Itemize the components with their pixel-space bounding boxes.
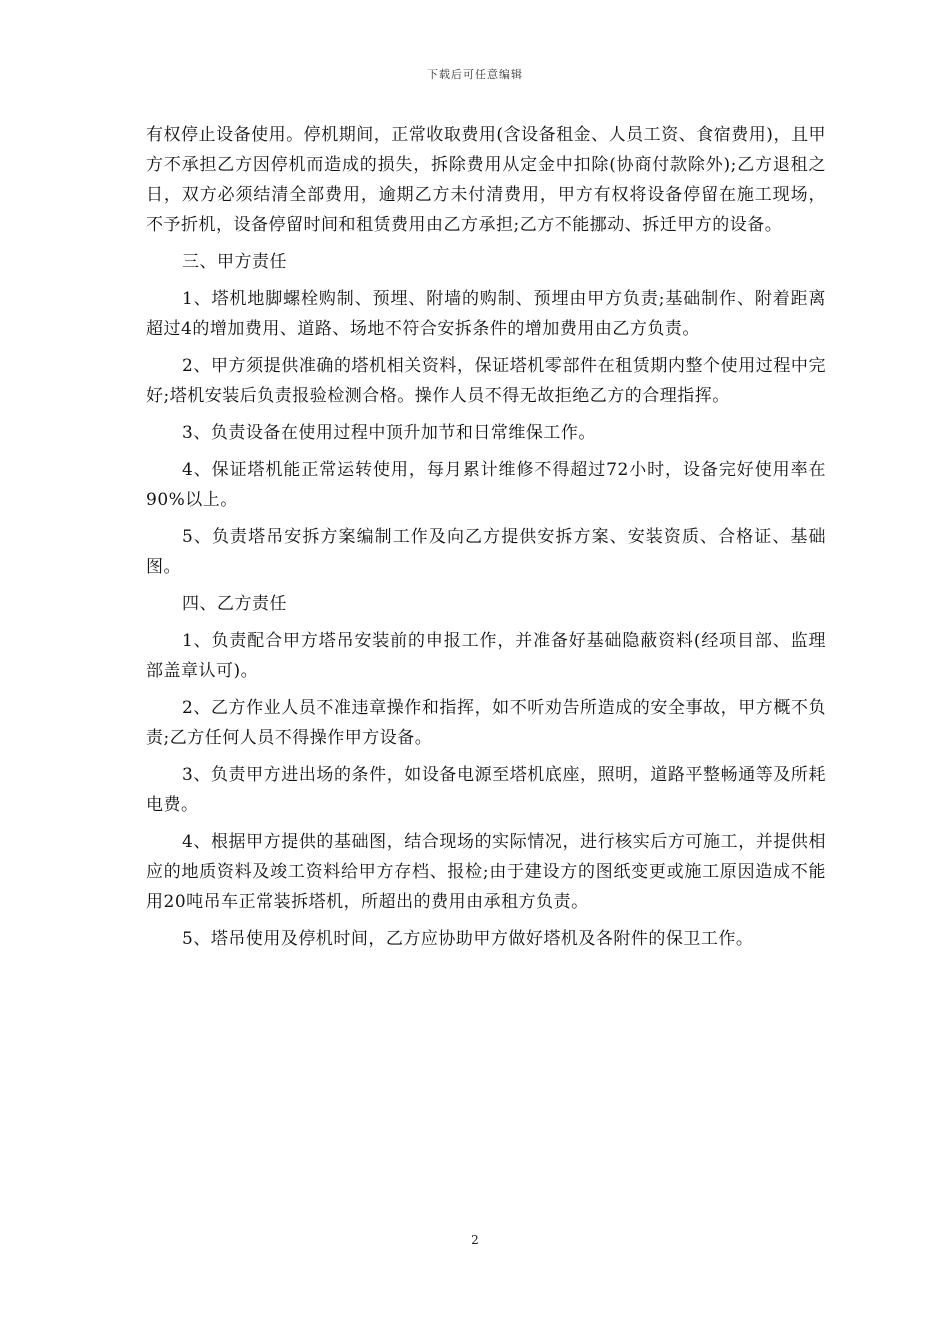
- page-header: 下载后可任意编辑: [427, 68, 523, 81]
- clause-b-1: 1、负责配合甲方塔吊安装前的申报工作，并准备好基础隐蔽资料(经项目部、监理部盖章认可)。: [146, 631, 826, 681]
- clause-a-2: 2、甲方须提供准确的塔机相关资料，保证塔机零部件在租赁期内整个使用过程中完好;塔机安装后负责报验检测合格。操作人员不得无故拒绝乙方的合理指挥。: [146, 356, 826, 406]
- clause-a-3: 3、负责设备在使用过程中顶升加节和日常维保工作。: [182, 423, 596, 443]
- paragraph-continuation: 有权停止设备使用。停机期间，正常收取费用(含设备租金、人员工资、食宿费用)，且甲方不承担乙方因停机而造成的损失，拆除费用从定金中扣除(协商付款除外);乙方退租之日，双方必须结清全部费用，逾期乙方未付清费用，甲方有权将设备停留在施工现场，不予折机，设备停留时间和租赁费用由乙方承担;乙方不能挪动、拆迁甲方的设备。: [146, 125, 826, 235]
- clause-a-4: 4、保证塔机能正常运转使用，每月累计维修不得超过72小时，设备完好使用率在90%以上。: [146, 460, 826, 510]
- page-number: 2: [471, 1233, 479, 1247]
- document-body: [146, 120, 826, 961]
- clause-b-4: 4、根据甲方提供的基础图，结合现场的实际情况，进行核实后方可施工，并提供相应的地质资料及竣工资料给甲方存档、报检;由于建设方的图纸变更或施工原因造成不能用20吨吊车正常装拆塔机，所超出的费用由承租方负责。: [146, 832, 826, 912]
- clause-a-1: 1、塔机地脚螺栓购制、预埋、附墙的购制、预埋由甲方负责;基础制作、附着距离超过4的增加费用、道路、场地不符合安拆条件的增加费用由乙方负责。: [146, 289, 826, 339]
- clause-b-2: 2、乙方作业人员不准违章操作和指挥，如不听劝告所造成的安全事故，甲方概不负责;乙方任何人员不得操作甲方设备。: [146, 698, 826, 748]
- section-heading-party-b: 四、乙方责任: [182, 594, 287, 614]
- clause-b-3: 3、负责甲方进出场的条件，如设备电源至塔机底座，照明，道路平整畅通等及所耗电费。: [146, 765, 826, 815]
- clause-b-5: 5、塔吊使用及停机时间，乙方应协助甲方做好塔机及各附件的保卫工作。: [182, 929, 754, 949]
- clause-a-5: 5、负责塔吊安拆方案编制工作及向乙方提供安拆方案、安装资质、合格证、基础图。: [146, 527, 826, 577]
- section-heading-party-a: 三、甲方责任: [182, 252, 287, 272]
